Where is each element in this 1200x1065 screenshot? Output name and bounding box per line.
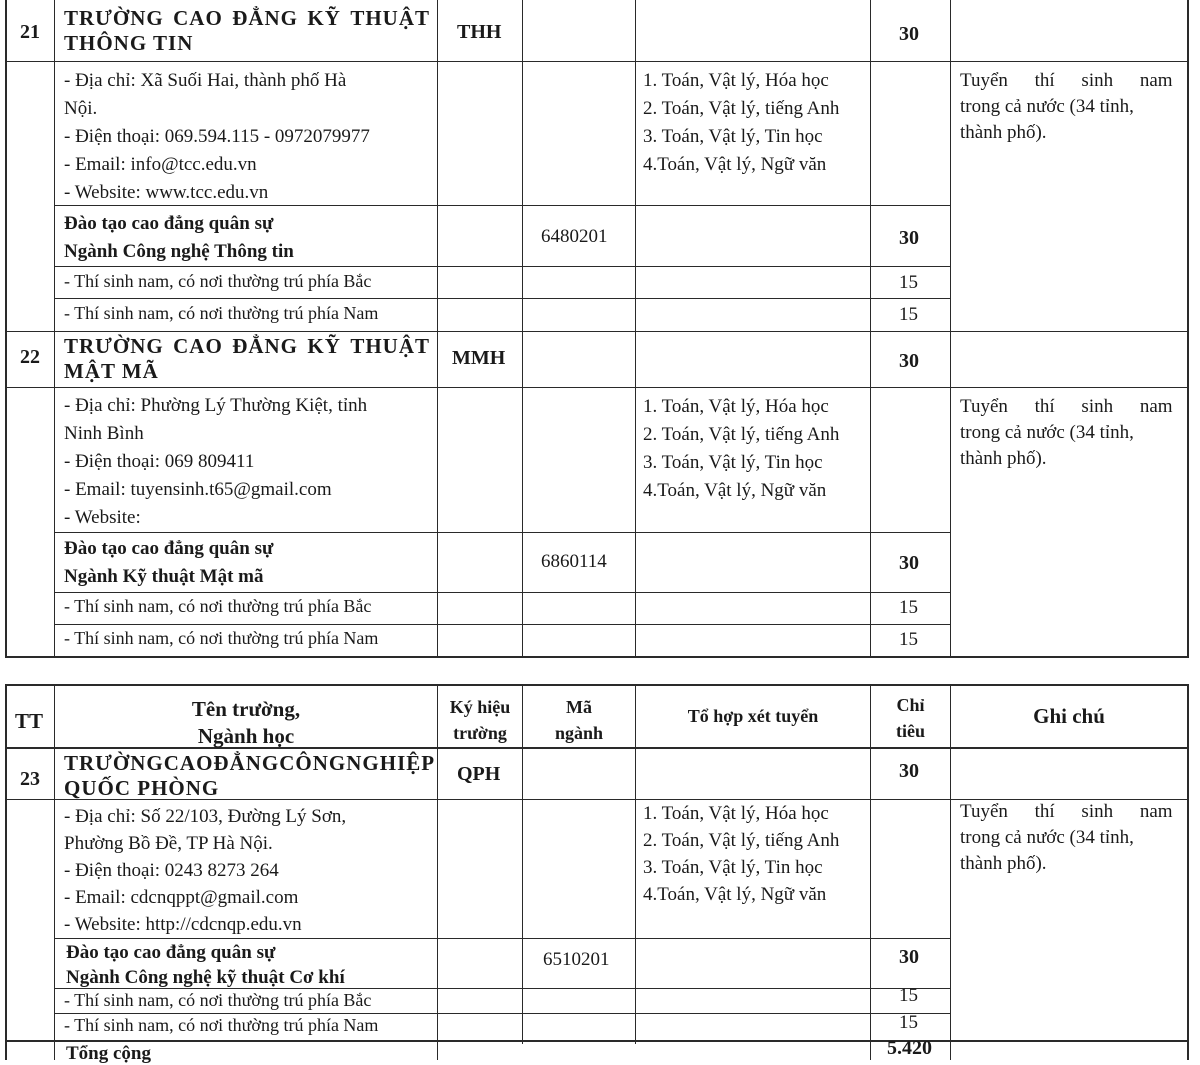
program-quota: 30 [899,552,919,574]
note-line-2: trong cả nước (34 tỉnh, [960,422,1134,443]
school-name-line-2: MẬT MÃ [64,359,159,383]
phone-text: - Điện thoại: 069 809411 [64,451,255,472]
header-major-code-line-2: ngành [554,723,604,743]
program-code: 6860114 [541,551,607,572]
school-name [64,751,436,801]
combo-item: 2. Toán, Vật lý, tiếng Anh [643,830,840,851]
school-index: 23 [20,768,40,790]
north-quota: 15 [899,597,918,618]
address-line-1: - Địa chỉ: Số 22/103, Đường Lý Sơn, [64,806,347,827]
website-text: - Website: http://cdcnqp.edu.vn [64,914,302,935]
school-index: 21 [20,21,40,43]
school-symbol: THH [457,21,502,43]
subject-combinations [643,67,839,179]
program-type: Đào tạo cao đẳng quân sự [64,213,274,234]
email-text: - Email: info@tcc.edu.vn [64,154,257,175]
combo-item: 4.Toán, Vật lý, Ngữ văn [643,154,827,175]
header-school-symbol-line-1: Ký hiệu [449,697,511,717]
school-quota: 30 [899,350,919,372]
email-text: - Email: cdcnqppt@gmail.com [64,887,299,908]
header-school-symbol [438,694,522,746]
address-line-1: - Địa chỉ: Xã Suối Hai, thành phố Hà [64,70,347,91]
combo-item: 1. Toán, Vật lý, Hóa học [643,396,829,417]
school-contact [64,392,430,532]
header-notes: Ghi chú [1033,704,1105,728]
combo-item: 2. Toán, Vật lý, tiếng Anh [643,424,840,445]
program-major: Ngành Công nghệ kỹ thuật Cơ khí [66,967,345,988]
website-text: - Website: [64,507,141,528]
combo-item: 3. Toán, Vật lý, Tin học [643,857,823,878]
combo-item: 4.Toán, Vật lý, Ngữ văn [643,480,827,501]
header-major-code-line-1: Mã [566,697,592,717]
program-type: Đào tạo cao đẳng quân sự [66,942,276,963]
program-quota: 30 [899,946,919,968]
combo-item: 3. Toán, Vật lý, Tin học [643,452,823,473]
program-title [66,940,345,990]
email-text: - Email: tuyensinh.t65@gmail.com [64,479,332,500]
address-line-2: Nội. [64,98,98,119]
north-quota-label: - Thí sinh nam, có nơi thường trú phía Bắc [64,596,372,616]
program-type: Đào tạo cao đẳng quân sự [64,538,274,559]
school-note [960,68,1178,146]
program-title [64,210,294,266]
combo-item: 4.Toán, Vật lý, Ngữ văn [643,884,827,905]
combo-item: 1. Toán, Vật lý, Hóa học [643,803,829,824]
school-note [960,394,1178,472]
header-school-name [55,696,437,750]
north-quota-label: - Thí sinh nam, có nơi thường trú phía Bắc [64,990,372,1010]
school-quota: 30 [899,23,919,45]
program-major: Ngành Kỹ thuật Mật mã [64,566,264,587]
school-name-line-1: TRƯỜNG CAO ĐẲNG KỸ THUẬT [64,334,430,358]
south-quota-label: - Thí sinh nam, có nơi thường trú phía Nam [64,1015,379,1035]
website-text: - Website: www.tcc.edu.vn [64,182,269,203]
header-school-symbol-line-2: trường [453,723,507,743]
total-value: 5.420 [887,1037,932,1059]
south-quota: 15 [899,304,918,325]
header-quota [871,692,950,744]
combo-item: 3. Toán, Vật lý, Tin học [643,126,823,147]
combo-item: 2. Toán, Vật lý, tiếng Anh [643,98,840,119]
note-line-3: thành phố). [960,448,1047,469]
program-quota: 30 [899,227,919,249]
school-note [960,799,1178,877]
program-code: 6510201 [543,949,610,970]
note-line-3: thành phố). [960,853,1047,874]
total-label: Tổng cộng [66,1043,151,1064]
note-line-3: thành phố). [960,122,1047,143]
header-school-name-line-1: Tên trường, [191,697,301,721]
south-quota-label: - Thí sinh nam, có nơi thường trú phía Nam [64,303,379,323]
school-index: 22 [20,346,40,368]
header-subject-combos: Tổ hợp xét tuyển [687,706,819,726]
header-major-code [523,694,635,746]
subject-combinations [643,393,839,505]
header-quota-line-1: Chỉ [896,695,925,715]
school-symbol: MMH [452,347,506,369]
north-quota-label: - Thí sinh nam, có nơi thường trú phía Bắc [64,271,372,291]
phone-text: - Điện thoại: 0243 8273 264 [64,860,279,881]
combo-item: 1. Toán, Vật lý, Hóa học [643,70,829,91]
school-contact [64,67,430,207]
program-major: Ngành Công nghệ Thông tin [64,241,294,262]
program-code: 6480201 [541,226,608,247]
note-line-1: Tuyển thí sinh nam [960,801,1173,822]
note-line-1: Tuyển thí sinh nam [960,70,1173,91]
school-contact [64,803,430,938]
south-quota: 15 [899,629,918,650]
address-line-1: - Địa chỉ: Phường Lý Thường Kiệt, tỉnh [64,395,368,416]
address-line-2: Phường Bồ Đề, TP Hà Nội. [64,833,273,854]
phone-text: - Điện thoại: 069.594.115 - 0972079977 [64,126,370,147]
south-quota-label: - Thí sinh nam, có nơi thường trú phía Nam [64,628,379,648]
school-name [64,6,430,56]
header-quota-line-2: tiêu [896,721,925,741]
header-tt: TT [15,709,44,733]
school-name-line-2: QUỐC PHÒNG [64,776,220,800]
header-school-name-line-2: Ngành học [197,724,295,748]
school-name-line-1: TRƯỜNG CAO ĐẲNG CÔNG NGHIỆP [64,751,436,775]
note-line-1: Tuyển thí sinh nam [960,396,1173,417]
school-name-line-2: THÔNG TIN [64,31,194,55]
program-title [64,535,273,591]
south-quota: 15 [899,1012,918,1033]
school-symbol: QPH [457,763,501,785]
subject-combinations [643,800,839,908]
note-line-2: trong cả nước (34 tỉnh, [960,827,1134,848]
school-quota: 30 [899,760,919,782]
school-name-line-1: TRƯỜNG CAO ĐẲNG KỸ THUẬT [64,6,430,30]
school-name [64,334,430,384]
north-quota: 15 [899,272,918,293]
note-line-2: trong cả nước (34 tỉnh, [960,96,1134,117]
north-quota: 15 [899,985,918,1006]
address-line-2: Ninh Bình [64,423,144,444]
